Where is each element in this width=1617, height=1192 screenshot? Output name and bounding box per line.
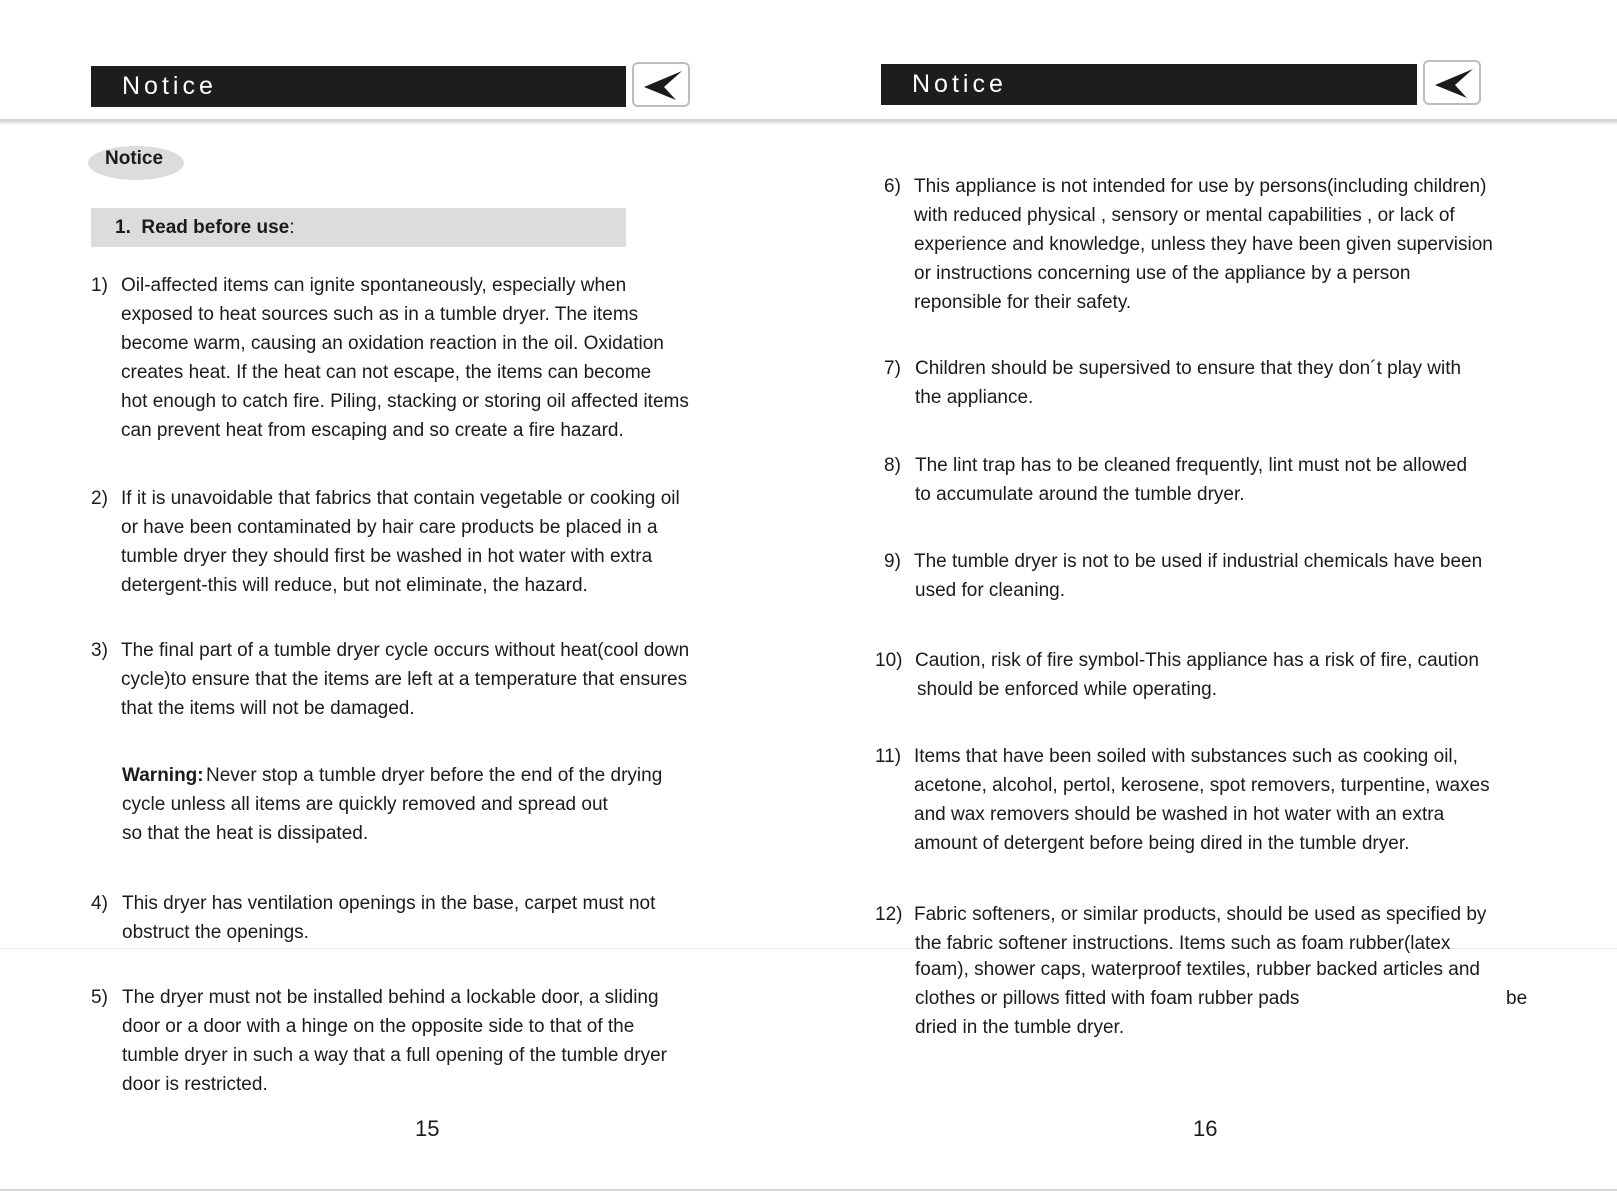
item-line: Oil-affected items can ignite spontaneously, especially when [121,275,627,296]
item-line: hot enough to catch fire. Piling, stacking or storing oil affected items [121,391,689,412]
item-line: If it is unavoidable that fabrics that contain vegetable or cooking oil [121,488,680,509]
item-line: with reduced physical , sensory or mental capabilities , or lack of [914,205,1455,226]
arrow-left-icon [640,69,684,102]
arrow-left-icon [1431,67,1475,100]
item-line: acetone, alcohol, pertol, kerosene, spot removers, turpentine, waxes [914,775,1490,796]
item-number: 12) [875,904,903,925]
item-line: The lint trap has to be cleaned frequently, lint must not be allowed [915,455,1468,476]
item-line: This dryer has ventilation openings in the base, carpet must not [122,893,656,914]
item-line: used for cleaning. [915,580,1065,601]
item-line: door is restricted. [122,1074,268,1095]
item-line: tumble dryer they should first be washed in hot water with extra [121,546,653,567]
item-line: detergent-this will reduce, but not eliminate, the hazard. [121,575,588,596]
item-line: and wax removers should be washed in hot water with an extra [914,804,1445,825]
header-separator-shadow [0,122,1617,124]
item-number: 10) [875,650,903,671]
item-line: The tumble dryer is not to be used if industrial chemicals have been [914,551,1483,572]
item-line: Never stop a tumble dryer before the end of the drying [206,765,663,786]
item-number: 3) [91,640,108,661]
item-number: 7) [884,358,901,379]
item-number: 2) [91,488,108,509]
page-number-left: 15 [415,1116,440,1141]
item-line: Fabric softeners, or similar products, should be used as specified by [914,904,1487,925]
left-header-title: Notice [122,72,217,100]
item-line: to accumulate around the tumble dryer. [915,484,1245,505]
item-line: obstruct the openings. [122,922,309,943]
right-header-title: Notice [912,70,1007,98]
item-line: should be enforced while operating. [917,679,1217,700]
item-line: This appliance is not intended for use by persons(including children) [914,176,1487,197]
item-trailing-word: be [1506,988,1528,1009]
item-line: Items that have been soiled with substances such as cooking oil, [914,746,1458,767]
item-line: or instructions concerning use of the appliance by a person [914,263,1411,284]
item-line: or have been contaminated by hair care products be placed in a [121,517,658,538]
warning-label: Warning: [122,765,204,786]
item-line: so that the heat is dissipated. [122,823,369,844]
item-line: The final part of a tumble dryer cycle occurs without heat(cool down [121,640,690,661]
item-line: that the items will not be damaged. [121,698,415,719]
notice-tag-label: Notice [105,148,164,169]
item-number: 5) [91,987,108,1008]
item-line: the fabric softener instructions. Items such as foam rubber(latex [915,933,1451,954]
item-line: Children should be supersived to ensure that they don´t play with [915,358,1462,379]
item-line: The dryer must not be installed behind a lockable door, a sliding [122,987,659,1008]
section-title: Read before use [141,217,290,238]
item-line: amount of detergent before being dired in the tumble dryer. [914,833,1410,854]
section-number: 1. [115,217,131,238]
item-number: 9) [884,551,901,572]
page-number-right: 16 [1193,1116,1218,1141]
item-number: 11) [875,746,902,767]
item-line: become warm, causing an oxidation reaction in the oil. Oxidation [121,333,664,354]
section-heading [91,208,626,247]
item-line: experience and knowledge, unless they have been given supervision [914,234,1493,255]
item-line: cycle)to ensure that the items are left at a temperature that ensures [121,669,688,690]
left-logo [632,62,690,107]
item-line: can prevent heat from escaping and so create a fire hazard. [121,420,624,441]
item-line: reponsible for their safety. [914,292,1132,313]
item-number: 6) [884,176,901,197]
item-line: dried in the tumble dryer. [915,1017,1125,1038]
item-line: clothes or pillows fitted with foam rubber pads [915,988,1300,1009]
item-line: exposed to heat sources such as in a tumble dryer. The items [121,304,639,325]
section-colon: : [289,217,295,238]
bottom-line [0,1189,1617,1191]
item-line: cycle unless all items are quickly removed and spread out [122,794,608,815]
item-line: the appliance. [915,387,1034,408]
item-line: Caution, risk of fire symbol-This appliance has a risk of fire, caution [915,650,1479,671]
item-number: 4) [91,893,108,914]
item-line: door or a door with a hinge on the opposite side to that of the [122,1016,635,1037]
left-header-bar [91,66,626,107]
item-number: 1) [91,275,108,296]
item-line: tumble dryer in such a way that a full opening of the tumble dryer [122,1045,667,1066]
item-line: foam), shower caps, waterproof textiles, rubber backed articles and [915,959,1480,980]
item-line: creates heat. If the heat can not escape, the items can become [121,362,652,383]
item-number: 8) [884,455,901,476]
right-logo [1423,60,1481,105]
right-header-bar [881,64,1417,105]
